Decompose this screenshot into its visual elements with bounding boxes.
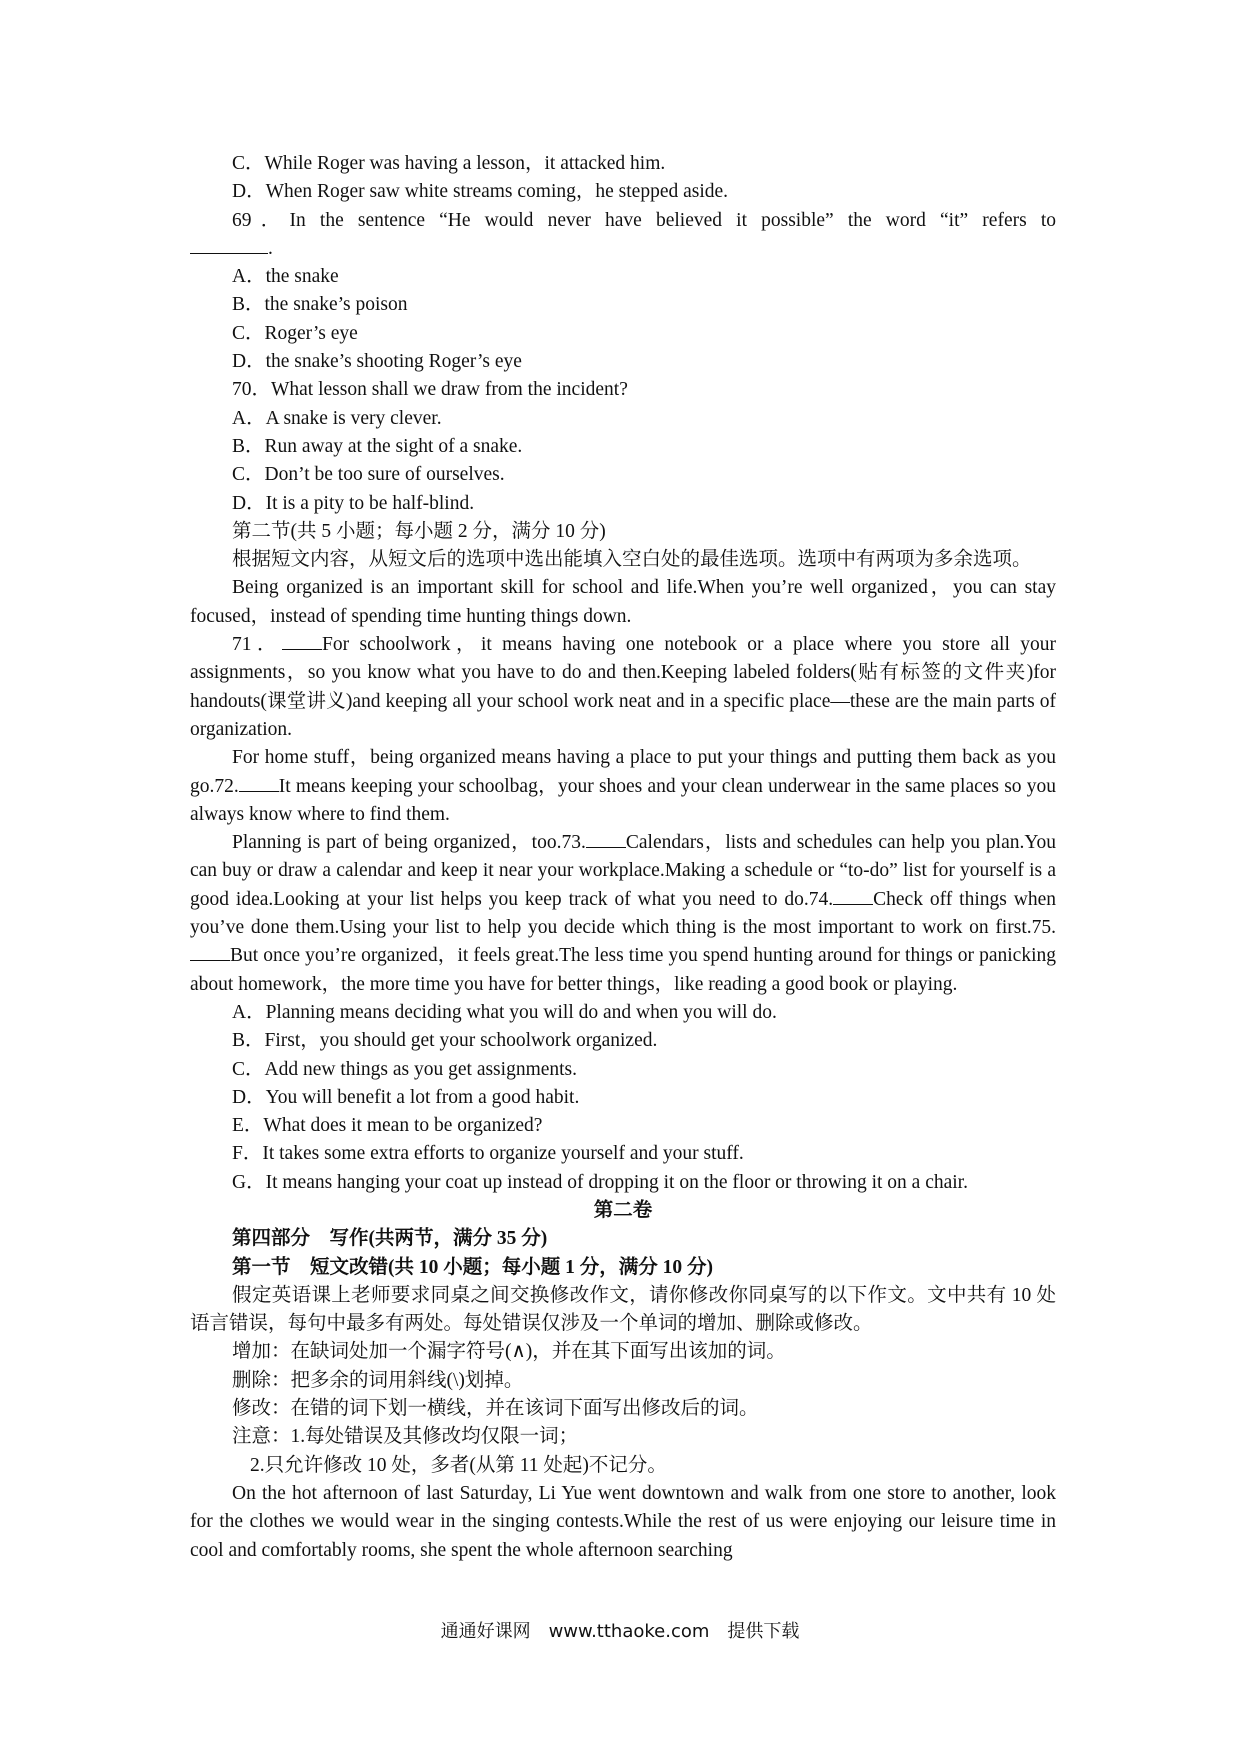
q69-option-d: D．the snake’s shooting Roger’s eye bbox=[232, 351, 522, 373]
rule-delete: 删除：把多余的词用斜线(\)划掉。 bbox=[232, 1369, 524, 1391]
q70-option-a: A．A snake is very clever. bbox=[232, 407, 442, 429]
q69-stem-end: . bbox=[268, 237, 273, 259]
section2-instruction: 根据短文内容，从短文后的选项中选出能填入空白处的最佳选项。选项中有两项为多余选项。 bbox=[232, 549, 1032, 571]
option-b: B．First，you should get your schoolwork organized. bbox=[232, 1030, 658, 1052]
q70-option-d: D．It is a pity to be half-blind. bbox=[232, 492, 475, 514]
passage-paragraph-2-text: For schoolwork，it means having one notebook or a place where you store all your assignments，so you know what you have to do and then.Keeping labeled folders(贴有标签的文件夹)for handouts(课堂讲义)and keeping all your school work neat and in a specific place—these are the main parts of organization. bbox=[190, 634, 1056, 740]
page-footer: 通通好课网 www.tthaoke.com 提供下载 bbox=[440, 1621, 800, 1642]
passage-paragraph-4-b: Calendars，lists and schedules can help you plan.You can buy or draw a calendar and keep it near your workplace.Making a schedule or “to-do” list for yourself is a good idea.Looking at your list helps you keep track of what you need to do.74. bbox=[190, 832, 1057, 910]
section2-heading: 第二节(共 5 小题；每小题 2 分，满分 10 分) bbox=[232, 520, 606, 542]
q72-blank bbox=[239, 773, 279, 792]
error-correction-instruction: 假定英语课上老师要求同桌之间交换修改作文，请你修改你同桌写的以下作文。文中共有 10 处语言错误，每句中最多有两处。每处错误仅涉及一个单词的增加、删除或修改。 bbox=[190, 1284, 1056, 1335]
part4-heading: 第四部分 写作(共两节，满分 35 分) bbox=[232, 1228, 548, 1250]
q69-option-c: C．Roger’s eye bbox=[232, 322, 358, 344]
option-e: E．What does it mean to be organized? bbox=[232, 1115, 543, 1137]
passage-paragraph-3 bbox=[190, 744, 1056, 829]
q69-blank-line bbox=[190, 235, 1056, 263]
note-1: 注意：1.每处错误及其修改均仅限一词； bbox=[232, 1426, 579, 1448]
q71-number: 71． bbox=[232, 634, 283, 656]
option-g: G．It means hanging your coat up instead of dropping it on the floor or throwing it on a chair. bbox=[232, 1171, 968, 1193]
passage-paragraph-4-d: But once you’re organized，it feels great.The less time you spend hunting around for things or panicking about homework，the more time you have for better things，like reading a good book or playing. bbox=[190, 945, 1056, 995]
q71-blank bbox=[282, 631, 322, 650]
option-d: D．You will benefit a lot from a good habit. bbox=[232, 1086, 580, 1108]
q69-option-a: A．the snake bbox=[232, 266, 339, 288]
rule-add: 增加：在缺词处加一个漏字符号(∧)，并在其下面写出该加的词。 bbox=[232, 1341, 786, 1363]
q70-stem: 70．What lesson shall we draw from the incident? bbox=[232, 379, 628, 401]
error-correction-heading: 第一节 短文改错(共 10 小题；每小题 1 分，满分 10 分) bbox=[232, 1256, 713, 1278]
passage-paragraph-4-a: Planning is part of being organized，too.73. bbox=[232, 832, 586, 854]
option-c: C．Add new things as you get assignments. bbox=[232, 1058, 578, 1080]
passage-paragraph-1: Being organized is an important skill for school and life.When you’re well organized，you can stay focused，instead of spending time hunting things down. bbox=[190, 577, 1056, 627]
q68-option-c: C．While Roger was having a lesson，it attacked him. bbox=[232, 153, 666, 174]
q75-blank bbox=[190, 942, 230, 961]
q73-blank bbox=[586, 829, 626, 848]
note-2: 2.只允许修改 10 处，多者(从第 11 处起)不记分。 bbox=[250, 1454, 667, 1476]
q74-blank bbox=[833, 886, 873, 905]
q69-stem: 69．In the sentence “He would never have believed it possible” the word “it” refers to bbox=[232, 209, 1056, 231]
volume-2-title: 第二卷 bbox=[593, 1199, 653, 1221]
rule-modify: 修改：在错的词下划一横线，并在该词下面写出修改后的词。 bbox=[232, 1398, 759, 1420]
exam-page bbox=[190, 150, 1056, 1565]
q69-option-b: B．the snake’s poison bbox=[232, 294, 408, 316]
answer-blank bbox=[190, 235, 268, 254]
q70-option-c: C．Don’t be too sure of ourselves. bbox=[232, 464, 505, 486]
error-correction-essay: On the hot afternoon of last Saturday, Li Yue went downtown and walk from one store to another, look for the clothes we would wear in the singing contests.While the rest of us were enjoying our leisure time in cool and comfortably rooms, she spent the whole afternoon searching bbox=[190, 1482, 1056, 1561]
option-a: A．Planning means deciding what you will do and when you will do. bbox=[232, 1001, 777, 1023]
option-f: F．It takes some extra efforts to organize yourself and your stuff. bbox=[232, 1143, 744, 1165]
passage-paragraph-3-b: It means keeping your schoolbag，your shoes and your clean underwear in the same places so you always know where to find them. bbox=[190, 775, 1056, 825]
passage-paragraph-3-a: For home stuff，being organized means having a place to put your things and putting them back as you go.72. bbox=[190, 747, 1056, 797]
q68-option-d: D．When Roger saw white streams coming，he stepped aside. bbox=[232, 181, 729, 203]
passage-paragraph-4 bbox=[190, 829, 1056, 999]
q70-option-b: B．Run away at the sight of a snake. bbox=[232, 435, 523, 457]
passage-paragraph-2 bbox=[190, 631, 1056, 744]
passage-paragraph-4-c: Check off things when you’ve done them.Using your list to help you decide which thing is the most important to work on first.75. bbox=[190, 888, 1056, 939]
